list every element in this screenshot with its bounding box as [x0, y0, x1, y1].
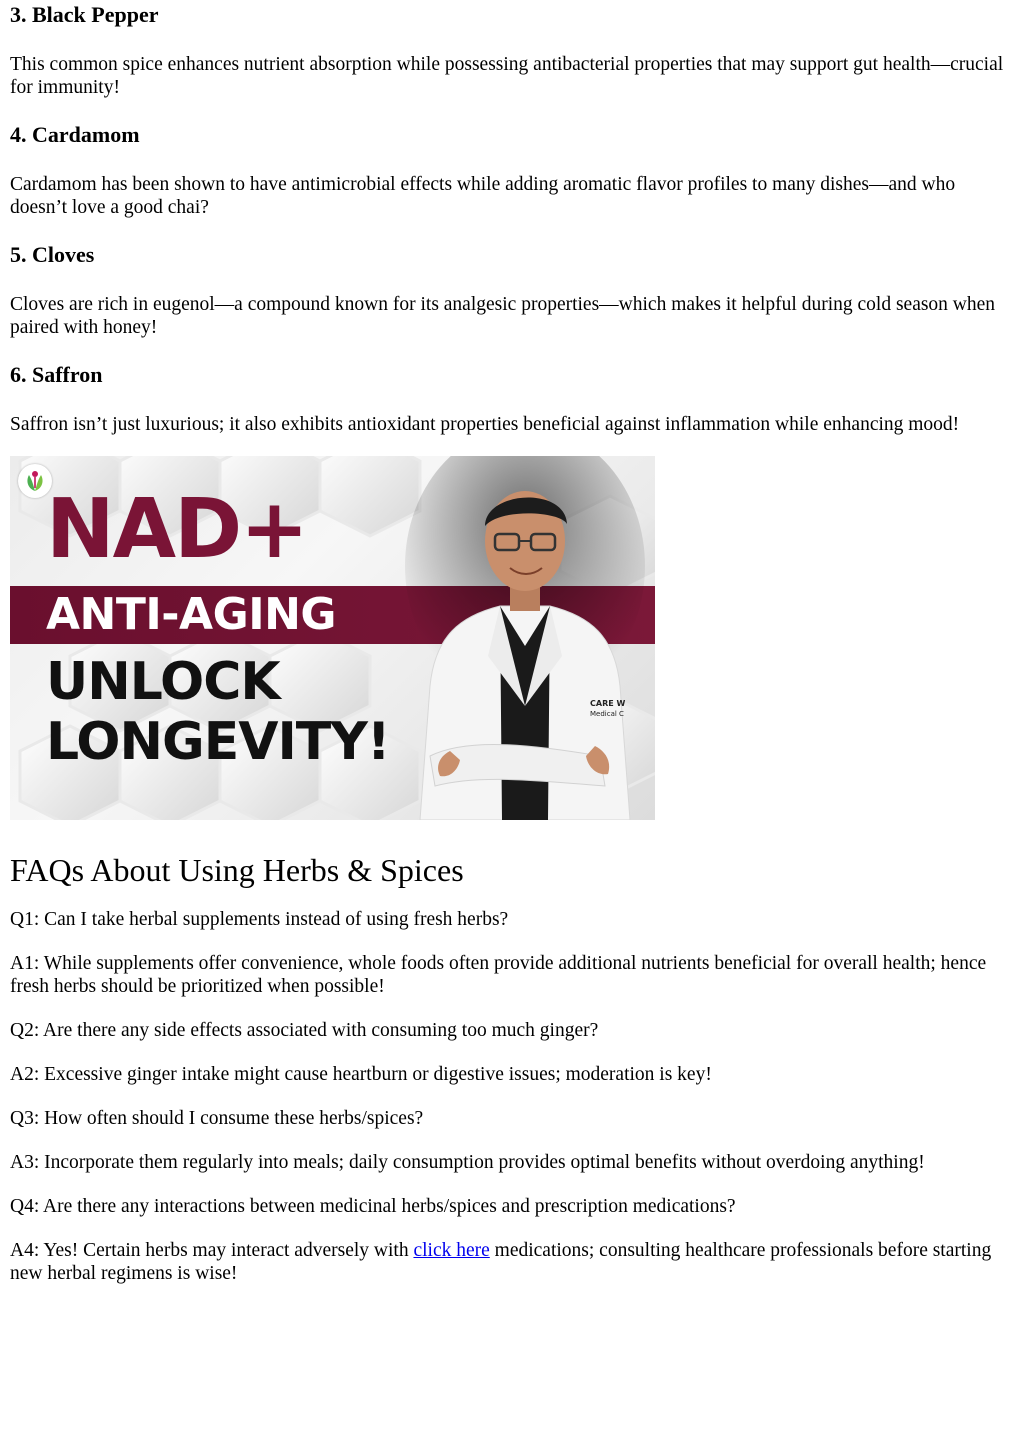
faq-answer-3: A3: Incorporate them regularly into meals; daily consumption provides optimal benefits without overdoing anything!: [10, 1152, 925, 1173]
nad-anti-aging-banner-image: [10, 456, 655, 820]
banner-anti-aging-text: ANTI-AGING: [46, 589, 337, 640]
faq-answer-2: A2: Excessive ginger intake might cause heartburn or digestive issues; moderation is key!: [10, 1064, 712, 1085]
heading-saffron: 6. Saffron: [10, 362, 103, 387]
heading-black-pepper: 3. Black Pepper: [10, 2, 159, 27]
coat-embroidery-subtext: Medical C: [590, 710, 624, 718]
faq-answer-1: A1: While supplements offer convenience, whole foods often provide additional nutrients beneficial for overall health; hence fresh herbs should be prioritized when possible!: [10, 953, 987, 997]
paragraph-cloves: Cloves are rich in eugenol—a compound known for its analgesic properties—which makes it helpful during cold season when paired with honey!: [10, 294, 996, 338]
faq-title: FAQs About Using Herbs & Spices: [10, 852, 464, 888]
heading-cardamom: 4. Cardamom: [10, 122, 140, 147]
banner-unlock-line: UNLOCK: [46, 652, 280, 712]
banner-unlock-longevity-text: [46, 652, 390, 772]
faq-list: [10, 890, 1012, 1285]
faq-answer-4: [10, 1239, 1012, 1285]
heading-cloves: 5. Cloves: [10, 242, 95, 267]
click-here-link[interactable]: click here: [413, 1240, 490, 1261]
banner-nad-text: NAD+: [46, 482, 307, 577]
faq-question-3: Q3: How often should I consume these herbs/spices?: [10, 1108, 424, 1129]
doctor-portrait: [390, 456, 655, 820]
paragraph-saffron: Saffron isn’t just luxurious; it also exhibits antioxidant properties beneficial against inflammation while enhancing mood!: [10, 414, 960, 435]
coat-embroidery-text: CARE W: [590, 699, 626, 708]
faq-question-2: Q2: Are there any side effects associated with consuming too much ginger?: [10, 1020, 599, 1041]
paragraph-black-pepper: This common spice enhances nutrient absorption while possessing antibacterial properties that may support gut health—crucial for immunity!: [10, 54, 1004, 98]
faq-answer-4-start: A4: Yes! Certain herbs may interact adversely with: [10, 1240, 414, 1261]
faq-question-4: Q4: Are there any interactions between medicinal herbs/spices and prescription medications?: [10, 1196, 736, 1217]
banner-longevity-line: LONGEVITY!: [46, 712, 390, 772]
paragraph-cardamom: Cardamom has been shown to have antimicrobial effects while adding aromatic flavor profiles to many dishes—and who doesn’t love a good chai?: [10, 174, 956, 218]
faq-question-1: Q1: Can I take herbal supplements instead of using fresh herbs?: [10, 909, 509, 930]
faq-answer-4-end: medications; consulting healthcare professionals before starting new herbal regimens is wise!: [10, 1240, 992, 1284]
